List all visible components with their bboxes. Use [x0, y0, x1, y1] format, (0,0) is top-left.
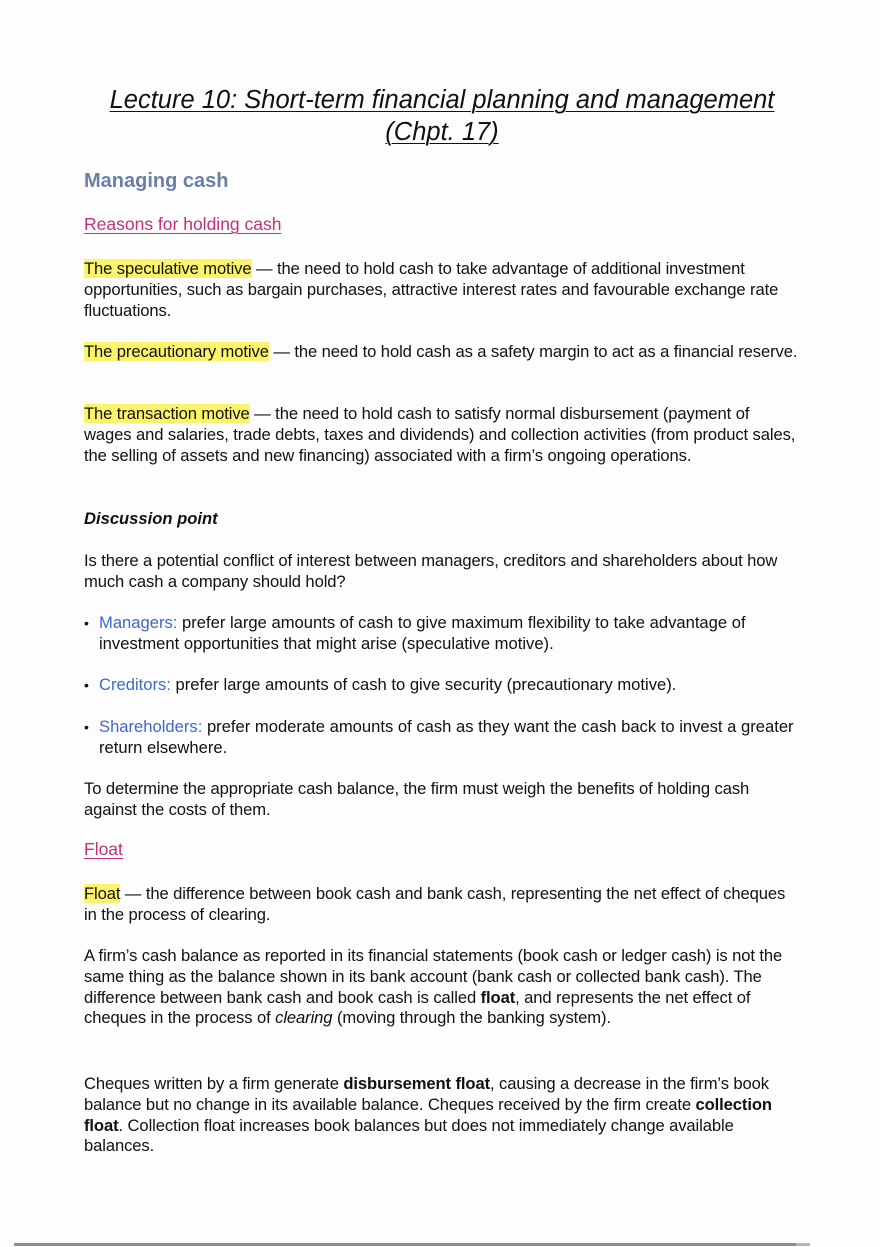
- term-highlight: The precautionary motive: [84, 342, 269, 361]
- definition-text: — the need to hold cash to satisfy normal disbursement (payment of wages and salaries, trade debts, taxes and dividends) and collection activities (from product sales, the selling of assets and new financing) associated with a firm’s ongoing operations.: [84, 404, 796, 465]
- bullet-text: prefer large amounts of cash to give maximum flexibility to take advantage of investment opportunities that might arise (speculative motive).: [99, 613, 746, 653]
- term-highlight: The speculative motive: [84, 259, 252, 278]
- text-run: , and represents the net effect of cheques in the process of: [84, 987, 751, 1028]
- float-paragraph-3: [84, 1074, 800, 1157]
- float-definition: [84, 884, 800, 926]
- section-heading-managing-cash: Managing cash: [84, 170, 229, 192]
- text-run: (moving through the banking system).: [332, 1008, 611, 1028]
- title-line-1: Lecture 10: Short-term financial planning and management: [109, 86, 775, 114]
- bold-term: collection float: [84, 1094, 772, 1135]
- bullet-dot-icon: •: [84, 719, 89, 735]
- motive-transaction: [84, 404, 800, 466]
- bullet-label: Managers:: [99, 613, 178, 632]
- subheading-reasons: Reasons for holding cash: [84, 214, 282, 234]
- definition-text: — the need to hold cash to take advantage of additional investment opportunities, such as bargain purchases, attractive interest rates and favourable exchange rate fluctuations.: [84, 259, 779, 320]
- title-line-2: (Chpt. 17): [385, 118, 499, 146]
- bullet-managers: [84, 613, 800, 655]
- discussion-question: Is there a potential conflict of interest between managers, creditors and shareholders about how much cash a company should hold?: [84, 551, 778, 591]
- text-run: . Collection float increases book balances but does not immediately change available balances.: [84, 1115, 734, 1156]
- bold-term: float: [480, 987, 516, 1007]
- definition-text: — the need to hold cash as a safety margin to act as a financial reserve.: [268, 342, 798, 361]
- bullet-creditors: [84, 675, 800, 696]
- bullet-shareholders: [84, 717, 800, 759]
- text-run: A firm’s cash balance as reported in its financial statements (book cash or ledger cash) is not the same thing as the balance shown in its bank account (bank cash or collected bank cash). The difference between bank cash and book cash is called: [84, 946, 783, 1007]
- definition-text: — the difference between book cash and bank cash, representing the net effect of cheques in the process of clearing.: [84, 884, 786, 924]
- scrollbar-end-cap: [796, 1243, 810, 1246]
- float-paragraph-2: [84, 946, 800, 1029]
- italic-term: clearing: [275, 1008, 333, 1028]
- text-run: , causing a decrease in the firm’s book balance but no change in its available balance. Cheques received by the firm create: [84, 1074, 769, 1114]
- bullet-text: prefer moderate amounts of cash as they want the cash back to invest a greater return elsewhere.: [99, 717, 794, 757]
- discussion-conclusion: To determine the appropriate cash balance, the firm must weigh the benefits of holding cash against the costs of them.: [84, 779, 750, 819]
- motive-precautionary: [84, 342, 800, 363]
- bullet-text: prefer large amounts of cash to give security (precautionary motive).: [170, 675, 677, 694]
- discussion-heading: Discussion point: [84, 509, 218, 528]
- bullet-label: Creditors:: [99, 675, 171, 694]
- bullet-dot-icon: •: [84, 615, 89, 631]
- bullet-dot-icon: •: [84, 677, 89, 693]
- motive-speculative: [84, 259, 800, 321]
- bold-term: disbursement float: [343, 1074, 491, 1093]
- bullet-label: Shareholders:: [99, 717, 203, 736]
- horizontal-scrollbar[interactable]: [14, 1243, 796, 1246]
- term-highlight: The transaction motive: [84, 404, 250, 423]
- subheading-float: Float: [84, 839, 123, 859]
- term-highlight: Float: [84, 884, 121, 903]
- page-title: [84, 84, 800, 148]
- text-run: Cheques written by a firm generate: [84, 1074, 344, 1093]
